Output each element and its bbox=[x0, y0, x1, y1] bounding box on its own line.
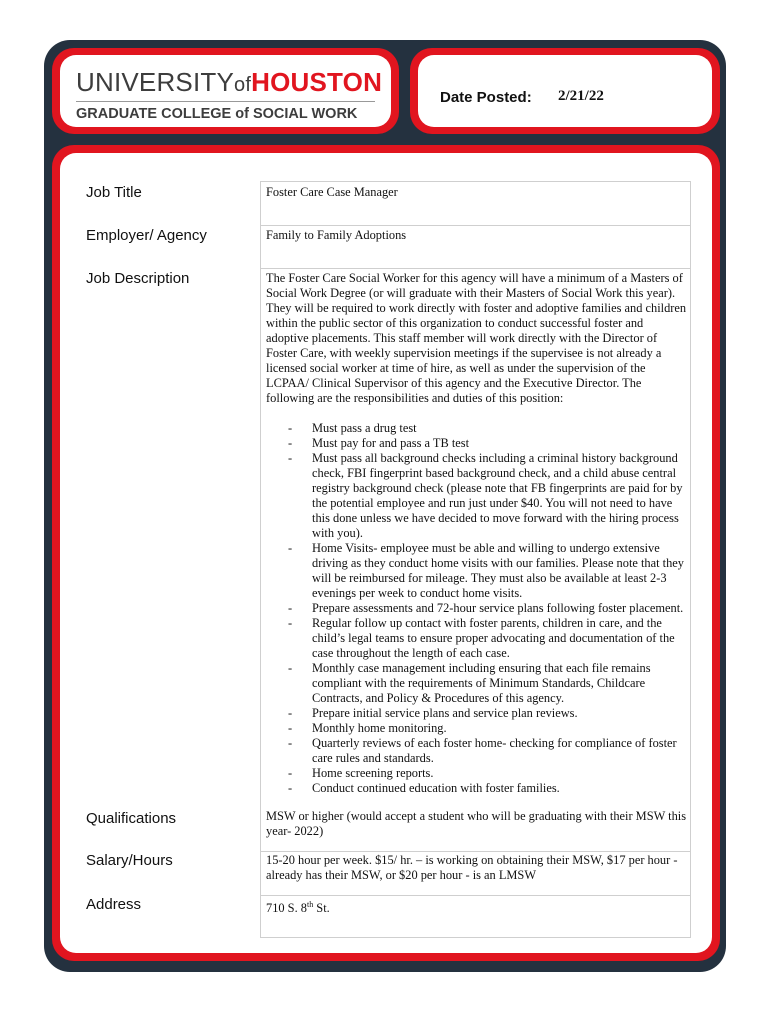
job-description bbox=[266, 271, 688, 796]
date-posted-value: 2/21/22 bbox=[558, 88, 604, 104]
list-item: - Prepare initial service plans and service plan reviews. bbox=[266, 706, 688, 721]
list-item: - Must pay for and pass a TB test bbox=[266, 436, 688, 451]
address-value: 710 S. 8th St. bbox=[266, 900, 330, 916]
list-item: - Home Visits- employee must be able and willing to undergo extensive driving as they conduct home visits with our families. Please note that they will be reimbursed for mileage. They must also be available at least 2-3 evenings per week to conduct home visits. bbox=[266, 541, 688, 601]
college-name: GRADUATE COLLEGE of SOCIAL WORK bbox=[76, 106, 358, 122]
list-item: - Monthly case management including ensuring that each file remains compliant with the requirements of Minimum Standards, Childcare Contracts, and Policy & Procedures of this agency. bbox=[266, 661, 688, 706]
date-panel bbox=[410, 48, 720, 134]
list-item: - Prepare assessments and 72-hour service plans following foster placement. bbox=[266, 601, 688, 616]
list-item: - Home screening reports. bbox=[266, 766, 688, 781]
list-item: - Quarterly reviews of each foster home- checking for compliance of foster care rules and standards. bbox=[266, 736, 688, 766]
list-item: - Must pass all background checks including a criminal history background check, FBI fingerprint based background check, and a child abuse central registry background check (please note that FB fingerprints are paid for by the potential employee and run just under $40. You will not need to have this done unless we have decided to move forward with the hiring process with you). bbox=[266, 451, 688, 541]
job-title-label: Job Title bbox=[86, 184, 142, 201]
logo-panel bbox=[52, 48, 399, 134]
job-title-value: Foster Care Case Manager bbox=[266, 185, 398, 199]
duties-list bbox=[266, 421, 688, 796]
employer-label: Employer/ Agency bbox=[86, 227, 207, 244]
description-label: Job Description bbox=[86, 270, 190, 287]
list-item: - Must pass a drug test bbox=[266, 421, 688, 436]
employer-value: Family to Family Adoptions bbox=[266, 228, 407, 242]
salary-value: 15-20 hour per week. $15/ hr. – is working on obtaining their MSW, $17 per hour - already has their MSW, or $20 per hour - is an LMSW bbox=[266, 853, 678, 882]
qualifications-value: MSW or higher (would accept a student who will be graduating with their MSW this year- 2022) bbox=[266, 809, 687, 838]
date-posted-label: Date Posted: bbox=[440, 89, 532, 106]
list-item: - Conduct continued education with foster families. bbox=[266, 781, 688, 796]
university-logo: UNIVERSITYofHOUSTON bbox=[76, 67, 383, 97]
qualifications-label: Qualifications bbox=[86, 810, 177, 827]
salary-label: Salary/Hours bbox=[86, 852, 173, 869]
description-intro: The Foster Care Social Worker for this agency will have a minimum of a Masters of Social Work Degree (or will graduate with their Masters of Social Work this year). They will be required to work directly with foster and adoptive families and children within the public sector of this organization to conduct successful foster and adoptive placements. This staff member will work directly with the Director of Foster Care, with weekly supervision meetings if the supervisee is not already a licensed social worker at time of hire, as well as under the supervision of the LCPAA/ Clinical Supervisor of this agency and the Executive Director. The following are the responsibilities and duties of this position: bbox=[266, 271, 687, 405]
list-item: - Monthly home monitoring. bbox=[266, 721, 688, 736]
address-label: Address bbox=[86, 896, 142, 913]
list-item: - Regular follow up contact with foster parents, children in care, and the child’s legal teams to ensure proper advocating and documentation of the case throughout the length of each case. bbox=[266, 616, 688, 661]
